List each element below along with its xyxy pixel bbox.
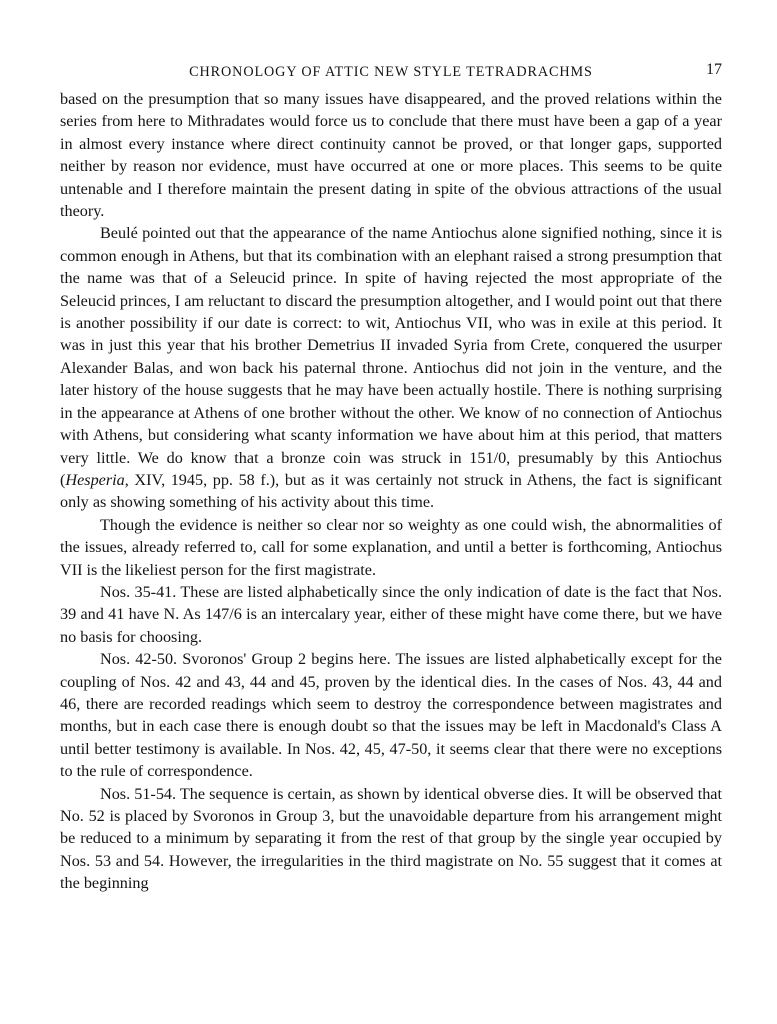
paragraph-nos-51-54: Nos. 51-54. The sequence is certain, as shown by identical obverse dies. It will be observed that No. 52 is placed by Svoronos in Group 3, but the unavoidable departure from his arrangement might be reduced to a minimum by separating it from the rest of that group by the single year occupied by Nos. 53 and 54. However, the irregularities in the third magistrate on No. 55 suggest that it comes at the beginning [60, 784, 722, 893]
paragraph-text: Nos. 35-41. These are listed alphabetically since the only indication of date is the fact that Nos. 39 and 41 have [60, 582, 722, 624]
paragraph-text: , XIV, 1945, pp. 58 f.), but as it was certainly not struck in Athens, the fact is significant only as showing something of his activity about this time. [60, 470, 722, 512]
page-number: 17 [706, 61, 722, 78]
paragraph-nos-35-41 [60, 581, 722, 648]
page [60, 58, 722, 895]
paragraph-continuation: based on the presumption that so many issues have disappeared, and the proved relations within the series from here to Mithradates would force us to conclude that there must have been a gap of a year in almost every instance where direct continuity cannot be proved, or that longer gaps, supported neither by reason nor evidence, must have occurred at one or more places. This seems to be quite untenable and I therefore maintain the present dating in spite of the obvious attractions of the usual theory. [60, 90, 722, 221]
paragraph-text: Beulé pointed out that the appearance of the name Antiochus alone signified nothing, since it is common enough in Athens, but that its combination with an elephant raised a strong presumption that the name was that of a Seleucid prince. In spite of having rejected the most appropriate of the Seleucid princes, I am reluctant to discard the presumption altogether, and I would point out that there is another possibility if our date is correct: to wit, Antiochus VII, who was in exile at this period. It was in just this year that his brother Demetrius II invaded Syria from Crete, conquered the usurper Alexander Balas, and won back his paternal throne. Antiochus did not join in the venture, and the later history of the house suggests that he may have been actually hostile. There is nothing surprising in the appearance at Athens of one brother without the other. We know of no connection of Antiochus with Athens, but considering what scanty information we have about him at this period, that matters very little. We do know that a bronze coin was struck in 151/0, presumably by this Antiochus ( [60, 224, 722, 489]
paragraph-evidence: Though the evidence is neither so clear nor so weighty as one could wish, the abnormalities of the issues, already referred to, call for some explanation, and until a better is forthcoming, Antiochus VII is the likeliest person for the first magistrate. [60, 515, 722, 579]
paragraph-antiochus [60, 222, 722, 513]
running-title: CHRONOLOGY OF ATTIC NEW STYLE TETRADRACHMS [189, 64, 593, 80]
paragraph-text: . As 147/6 is an intercalary year, either of these might have come there, but we have no basis for choosing. [60, 605, 722, 646]
journal-citation: Hesperia [65, 470, 125, 489]
paragraph-nos-42-50: Nos. 42-50. Svoronos' Group 2 begins here. The issues are listed alphabetically except for the coupling of Nos. 42 and 43, 44 and 45, proven by the identical dies. In the cases of Nos. 43, 44 and 46, there are recorded readings which seem to destroy the correspondence between magistrates and months, but in each case there is enough doubt so that the issues may be left in Macdonald's Class A until better testimony is available. In Nos. 42, 45, 47-50, it seems clear that there were no exceptions to the rule of correspondence. [60, 650, 722, 781]
running-header [60, 58, 722, 88]
month-letter: N [163, 605, 176, 624]
